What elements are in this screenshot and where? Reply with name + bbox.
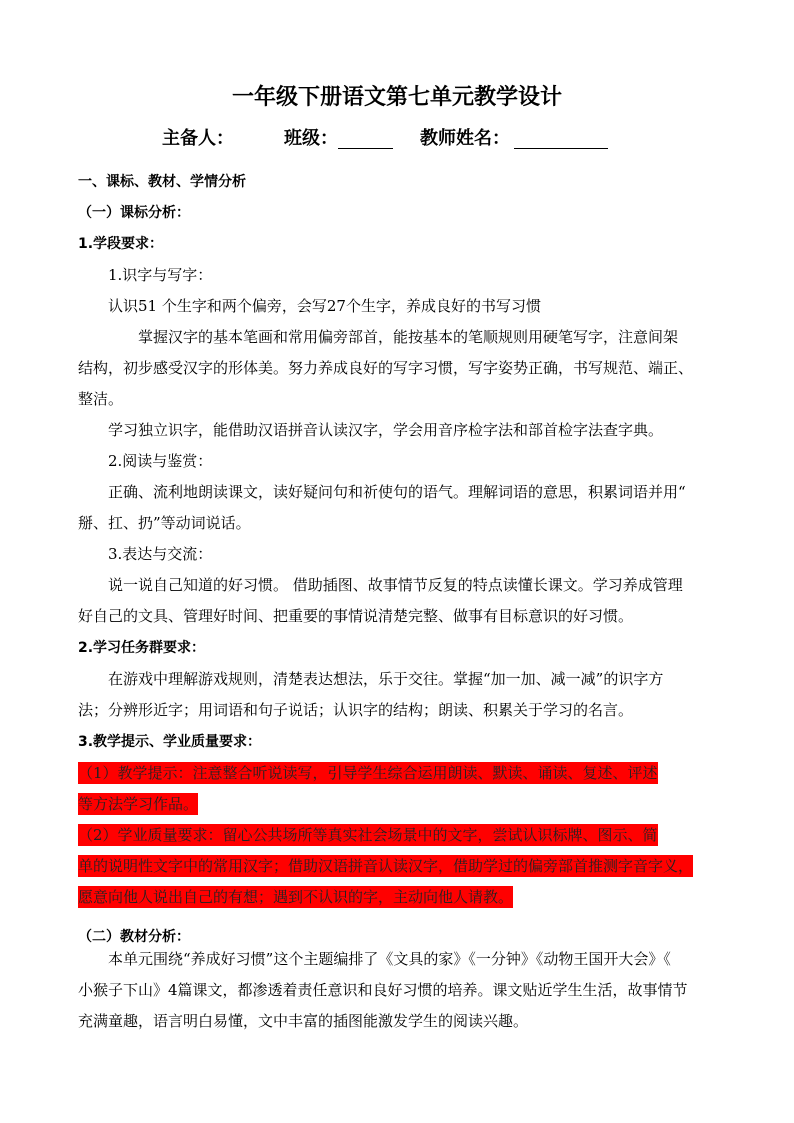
- item3-line2: 好自己的文具、管理好时间、把重要的事情说清楚完整、做事有目标意识的好习惯。: [78, 607, 634, 625]
- part2-heading: 2.学习任务群要求：: [78, 640, 206, 656]
- part1-heading: 1.学段要求：: [78, 236, 164, 252]
- item2-line2: 掰、扛、扔”等动词说话。: [78, 514, 251, 532]
- section1-heading: 一、课标、教材、学情分析: [78, 174, 246, 190]
- highlighted-text: 等方法学习作品。: [78, 795, 199, 813]
- teaching-tips-line1: [78, 762, 658, 784]
- sub2-line1: 本单元围绕“养成好习惯”这个主题编排了《文具的家》《一分钟》《动物王国开大会》《: [108, 950, 671, 968]
- item1-paragraph2-line3: 整洁。: [78, 390, 124, 408]
- class-blank: [338, 128, 393, 149]
- quality-requirement-line3: [78, 886, 513, 908]
- teacher-name-blank: [514, 128, 608, 149]
- part3-heading: 3.教学提示、学业质量要求：: [78, 734, 262, 750]
- header-info: [0, 126, 794, 152]
- item1-title: 1.识字与写字：: [108, 266, 213, 284]
- teacher-name-label: 教师姓名：: [420, 128, 510, 149]
- sub2-line3: 充满童趣，语言明白易懂，文中丰富的插图能激发学生的阅读兴趣。: [78, 1012, 529, 1030]
- part2-line1: 在游戏中理解游戏规则，清楚表达想法，乐于交往。掌握“加一加、减一减”的识字方: [108, 670, 664, 688]
- highlighted-text: （2）学业质量要求：留心公共场所等真实社会场景中的文字，尝试认识标牌、图示、简: [78, 826, 658, 844]
- sub2-line2: 小猴子下山》4篇课文，都渗透着责任意识和良好习惯的培养。课文贴近学生生活，故事情节: [78, 981, 688, 999]
- item3-line1: 说一说自己知道的好习惯。 借助插图、故事情节反复的特点读懂长课文。学习养成管理: [108, 576, 683, 594]
- item2-line1: 正确、流利地朗读课文，读好疑问句和祈使句的语气。理解词语的意思，积累词语并用“: [108, 483, 686, 501]
- sub2-heading: （二）教材分析：: [78, 929, 190, 945]
- teaching-tips-line2: [78, 793, 198, 815]
- class-label: 班级：: [284, 128, 338, 149]
- item1-paragraph2-line2: 结构，初步感受汉字的形体美。努力养成良好的写字习惯，写字姿势正确，书写规范、端正、: [78, 359, 694, 377]
- item1-paragraph3: 学习独立识字，能借助汉语拼音认读汉字，学会用音序检字法和部首检字法查字典。: [108, 421, 664, 439]
- item3-title: 3.表达与交流：: [108, 545, 213, 563]
- item2-title: 2.阅读与鉴赏：: [108, 452, 213, 470]
- highlighted-text: 单的说明性文字中的常用汉字；借助汉语拼音认读汉字，借助学过的偏旁部首推测字音字义，: [78, 857, 694, 875]
- highlighted-text: （1）教学提示：注意整合听说读写，引导学生综合运用朗读、默读、诵读、复述、评述: [78, 764, 658, 782]
- page-title: 一年级下册语文第七单元教学设计: [231, 85, 562, 110]
- sub1-heading: （一）课标分析：: [78, 205, 190, 221]
- quality-requirement-line1: [78, 824, 658, 846]
- highlighted-text: 愿意向他人说出自己的有想；遇到不认识的字，主动向他人请教。: [78, 888, 514, 906]
- part2-line2: 法；分辨形近字；用词语和句子说话；认识字的结构；朗读、积累关于学习的名言。: [78, 701, 634, 719]
- item1-paragraph1: 认识51 个生字和两个偏旁，会写27个生字，养成良好的书写习惯: [108, 297, 541, 315]
- quality-requirement-line2: [78, 855, 693, 877]
- item1-paragraph2-line1: 掌握汉字的基本笔画和常用偏旁部首，能按基本的笔顺规则用硬笔写字，注意间架: [138, 328, 679, 346]
- planner-label: 主备人：: [162, 128, 234, 149]
